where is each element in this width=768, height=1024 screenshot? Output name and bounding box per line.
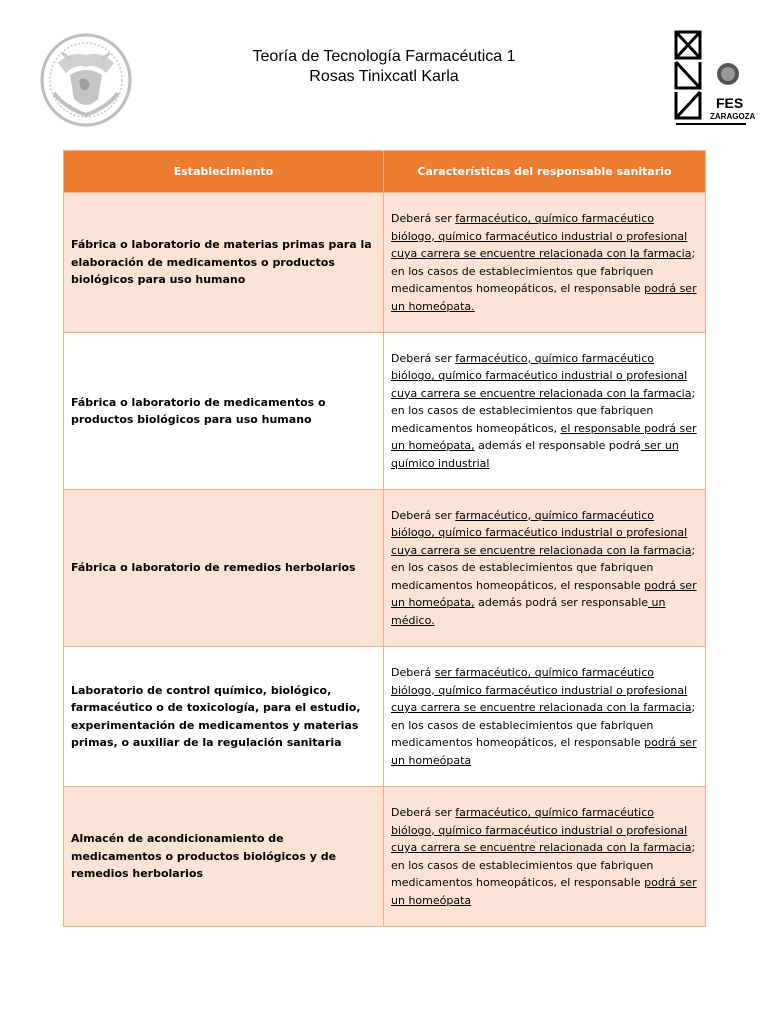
table-row — [64, 490, 706, 647]
table-body — [64, 193, 706, 927]
text-segment: Deberá ser — [391, 351, 456, 365]
underlined-text: podrá ser un homeópata — [391, 736, 697, 767]
responsable-cell — [384, 193, 706, 333]
responsable-cell — [384, 333, 706, 490]
text-segment: ; en los casos de establecimientos que fabriquen medicamentos homeopáticos, el responsable — [391, 543, 696, 592]
underlined-text: podrá ser un homeópata, — [391, 578, 697, 610]
underlined-text: farmacéutico, químico farmacéutico biólogo, químico farmacéutico industrial o profesional cuya carrera se encuentre relacionada con la farmacia — [391, 212, 692, 260]
underlined-text: podrá ser un homeópata — [391, 876, 697, 907]
underlined-text: farmacéutico, químico farmacéutico biólogo, químico farmacéutico industrial o profesional cuya carrera se encuentre relacionada con la farmacia — [391, 806, 692, 854]
text-segment: Deberá ser — [391, 806, 456, 819]
text-segment: ; en los casos de establecimientos que fabriquen medicamentos homeopáticos, el responsable — [391, 701, 696, 749]
responsable-cell — [384, 647, 706, 787]
title-line-2: Rosas Tinixcatl Karla — [309, 68, 459, 85]
logo-text-zaragoza: ZARAGOZA — [710, 112, 756, 121]
underlined-text: un médico. — [391, 596, 666, 627]
establecimiento-cell: Laboratorio de control químico, biológico, farmacéutico o de toxicología, para el estudio, experimentación de medicamentos y materias primas, o auxiliar de la regulación sanitaria — [64, 647, 384, 787]
fes-zaragoza-logo-icon — [670, 28, 756, 128]
establecimiento-cell: Fábrica o laboratorio de materias primas para la elaboración de medicamentos o productos biológicos para uso humano — [64, 193, 384, 333]
underlined-text: podrá ser un homeópata. — [391, 282, 697, 313]
establecimiento-cell: Almacén de acondicionamiento de medicamentos o productos biológicos y de remedios herbolarios — [64, 787, 384, 927]
text-segment: Deberá ser — [391, 508, 456, 522]
text-segment: además el responsable podrá — [474, 439, 641, 453]
text-segment: ; en los casos de establecimientos que fabriquen medicamentos homeopáticos, el responsable — [391, 247, 696, 295]
table-row — [64, 647, 706, 787]
table-row — [64, 787, 706, 927]
underlined-text: ser un químico industrial — [391, 439, 679, 470]
responsables-table — [63, 150, 706, 927]
text-segment: ; en los casos de establecimientos que fabriquen medicamentos homeopáticos, el responsable — [391, 841, 696, 889]
table-header-row — [64, 151, 706, 193]
table-row — [64, 193, 706, 333]
underlined-text: ser farmacéutico, químico farmacéutico biólogo, químico farmacéutico industrial o profesional cuya carrera se encuentre relacionada con la farmacia — [391, 666, 692, 714]
title-line-1: Teoría de Tecnología Farmacéutica 1 — [252, 48, 516, 65]
establecimiento-cell: Fábrica o laboratorio de remedios herbolarios — [64, 490, 384, 647]
text-segment: además podrá ser responsable — [474, 596, 649, 610]
text-segment: Deberá — [391, 666, 435, 679]
responsable-cell — [384, 787, 706, 927]
underlined-text: el responsable podrá ser un homeópata, — [391, 421, 697, 453]
text-segment: ; en los casos de establecimientos que fabriquen medicamentos homeopáticos, — [391, 386, 696, 435]
column-header-caracteristicas: Características del responsable sanitario — [384, 151, 706, 193]
underlined-text: farmacéutico, químico farmacéutico biólogo, químico farmacéutico industrial o profesional cuya carrera se encuentre relacionada con la farmacia — [391, 351, 692, 400]
logo-text-fes: FES — [716, 95, 744, 111]
text-segment: Deberá ser — [391, 212, 456, 225]
page-title — [0, 47, 768, 87]
establecimiento-cell: Fábrica o laboratorio de medicamentos o productos biológicos para uso humano — [64, 333, 384, 490]
table-row — [64, 333, 706, 490]
underlined-text: farmacéutico, químico farmacéutico biólogo, químico farmacéutico industrial o profesional cuya carrera se encuentre relacionada con la farmacia — [391, 508, 692, 557]
responsable-cell — [384, 490, 706, 647]
column-header-establecimiento: Establecimiento — [64, 151, 384, 193]
